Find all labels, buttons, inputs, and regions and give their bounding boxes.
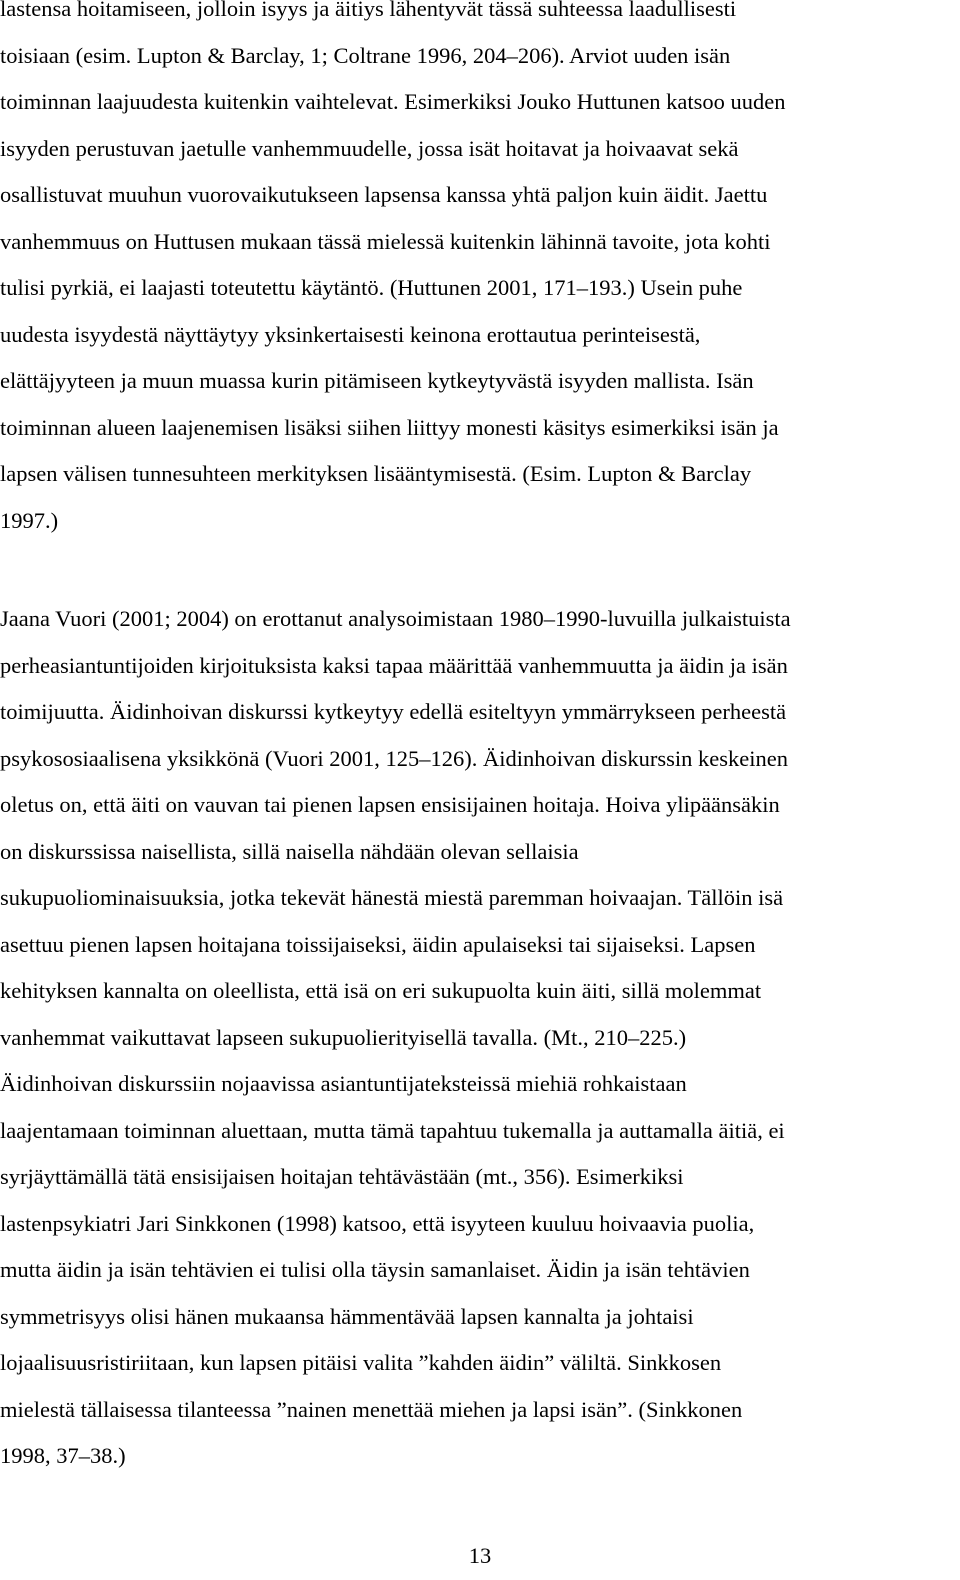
text-line: isyyden perustuvan jaetulle vanhemmuudelle, jossa isät hoitavat ja hoivaavat sekä [0, 135, 739, 161]
text-line: oletus on, että äiti on vauvan tai pienen lapsen ensisijainen hoitaja. Hoiva ylipäänsäkin [0, 792, 780, 817]
text-line: kehityksen kannalta on oleellista, että isä on eri sukupuolta kuin äiti, sillä molemmat [0, 978, 762, 1003]
text-line: lojaalisuusristiriitaan, kun lapsen pitäisi valita ”kahden äidin” väliltä. Sinkkosen [0, 1350, 722, 1375]
text-line: sukupuoliominaisuuksia, jotka tekevät hänestä miestä paremman hoivaajan. Tällöin isä [0, 885, 784, 910]
text-line: psykososiaalisena yksikkönä (Vuori 2001, 125–126). Äidinhoivan diskurssin keskeinen [0, 745, 788, 771]
text-line: Äidinhoivan diskurssiin nojaavissa asiantuntijateksteissä miehiä rohkaistaan [0, 1071, 687, 1096]
text-line: lapsen välisen tunnesuhteen merkityksen lisääntymisestä. (Esim. Lupton & Barclay [0, 461, 752, 486]
text-line: toisiaan (esim. Lupton & Barclay, 1; Coltrane 1996, 204–206). Arviot uuden isän [0, 42, 731, 68]
text-line: laajentamaan toiminnan aluettaan, mutta tämä tapahtuu tukemalla ja auttamalla äitiä, ei [0, 1117, 785, 1143]
text-line: 1997.) [0, 507, 59, 533]
text-line: tulisi pyrkiä, ei laajasti toteutettu käytäntö. (Huttunen 2001, 171–193.) Usein puhe [0, 275, 743, 300]
text-line: toimijuutta. Äidinhoivan diskurssi kytkeytyy edellä esiteltyyn ymmärrykseen perheestä [0, 699, 787, 724]
text-line: symmetrisyys olisi hänen mukaansa hämmentävää lapsen kannalta ja johtaisi [0, 1303, 694, 1329]
text-line: on diskurssissa naisellista, sillä naisella nähdään olevan sellaisia [0, 838, 579, 864]
paragraph-2 [0, 604, 960, 1488]
text-line: lastensa hoitamiseen, jolloin isyys ja äitiys lähentyvät tässä suhteessa laadullisesti [0, 0, 737, 21]
text-line: uudesta isyydestä näyttäytyy yksinkertaisesti keinona erottautua perinteisestä, [0, 321, 701, 347]
text-line: lastenpsykiatri Jari Sinkkonen (1998) katsoo, että isyyteen kuuluu hoivaavia puolia, [0, 1210, 755, 1236]
page-number: 13 [468, 1543, 492, 1568]
text-line: toiminnan laajuudesta kuitenkin vaihtelevat. Esimerkiksi Jouko Huttunen katsoo uuden [0, 89, 786, 114]
text-line: syrjäyttämällä tätä ensisijaisen hoitajan tehtävästään (mt., 356). Esimerkiksi [0, 1164, 684, 1189]
text-line: asettuu pienen lapsen hoitajana toissijaiseksi, äidin apulaiseksi tai sijaiseksi. Lapsen [0, 931, 756, 957]
text-line: 1998, 37–38.) [0, 1443, 126, 1468]
text-line: toiminnan alueen laajenemisen lisäksi siihen liittyy monesti käsitys esimerkiksi isän ja [0, 414, 779, 440]
text-line: osallistuvat muuhun vuorovaikutukseen lapsensa kanssa yhtä paljon kuin äidit. Jaettu [0, 182, 768, 207]
paragraph-1 [0, 0, 960, 552]
text-line: vanhemmat vaikuttavat lapseen sukupuolierityisellä tavalla. (Mt., 210–225.) [0, 1024, 687, 1050]
text-line: mielestä tällaisessa tilanteessa ”nainen menettää miehen ja lapsi isän”. (Sinkkonen [0, 1396, 743, 1422]
text-line: Jaana Vuori (2001; 2004) on erottanut analysoimistaan 1980–1990-luvuilla julkaistuista [0, 606, 791, 631]
text-line: perheasiantuntijoiden kirjoituksista kaksi tapaa määrittää vanhemmuutta ja äidin ja isän [0, 652, 788, 678]
text-line: elättäjyyteen ja muun muassa kurin pitämiseen kytkeytyvästä isyyden mallista. Isän [0, 368, 754, 393]
text-line: mutta äidin ja isän tehtävien ei tulisi olla täysin samanlaiset. Äidin ja isän tehtävien [0, 1257, 750, 1282]
text-line: vanhemmuus on Huttusen mukaan tässä mielessä kuitenkin lähinnä tavoite, jota kohti [0, 228, 771, 254]
